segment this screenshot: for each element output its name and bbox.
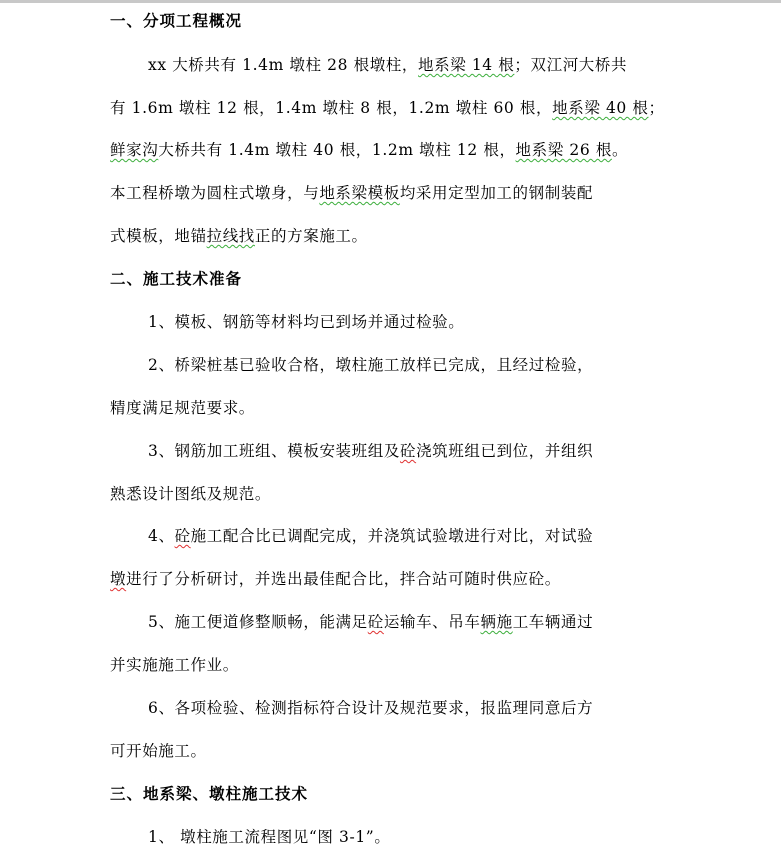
text-span: 鲜家沟 (110, 141, 159, 159)
list-item: 6、各项检验、检测指标符合设计及规范要求，报监理同意后方 (148, 699, 594, 717)
text-span: 进行了分析研讨，并选出最佳配合比，拌合站可随时供应砼。 (126, 570, 561, 588)
paragraph-line (110, 97, 665, 119)
list-item (148, 440, 593, 462)
paragraph-line (110, 182, 593, 204)
text-span: 浇筑班组已到位，并组织 (416, 442, 594, 460)
text-span: 地系梁 40 根 (552, 99, 649, 117)
list-item: 2、桥梁桩基已验收合格，墩柱施工放样已完成，且经过检验， (148, 356, 594, 374)
paragraph-line (110, 139, 628, 161)
list-item: 1、 墩柱施工流程图见“图 3-1”。 (148, 828, 391, 846)
paragraph-line (110, 225, 368, 247)
text-span: 地系梁 14 根 (418, 56, 515, 74)
list-item-continuation: 熟悉设计图纸及规范。 (110, 485, 272, 503)
section-heading-2: 二、施工技术准备 (110, 270, 243, 288)
text-span: 砼 (174, 527, 191, 545)
text-span: 正的方案施工。 (254, 227, 368, 245)
text-span: 工车辆通过 (512, 613, 594, 631)
text-span: 地系梁 26 根 (515, 141, 612, 159)
text-span: 拉线找 (206, 227, 255, 245)
text-span: 墩 (110, 570, 127, 588)
list-item-continuation (110, 568, 561, 590)
paragraph-line (148, 54, 627, 76)
list-item-continuation: 可开始施工。 (110, 742, 207, 760)
text-span: 3、钢筋加工班组、模板安装班组及 (148, 442, 400, 460)
list-item: 1、模板、钢筋等材料均已到场并通过检验。 (148, 313, 465, 331)
text-span: 式模板，地锚 (110, 227, 207, 245)
text-span: ； (648, 99, 665, 117)
list-item-continuation: 并实施施工作业。 (110, 656, 239, 674)
text-span: 。 (611, 141, 629, 159)
text-span: 运输车、吊车 (383, 613, 481, 631)
section-heading-3: 三、地系梁、墩柱施工技术 (110, 785, 309, 803)
list-item-continuation: 精度满足规范要求。 (110, 399, 255, 417)
text-span: 施工配合比已调配完成，并浇筑试验墩进行对比，对试验 (190, 527, 594, 545)
list-item (148, 525, 593, 547)
text-span: 大桥共有 1.4m 墩柱 40 根，1.2m 墩柱 12 根， (158, 141, 516, 159)
text-span: 4、 (148, 527, 175, 545)
text-span: 有 1.6m 墩柱 12 根，1.4m 墩柱 8 根，1.2m 墩柱 60 根， (110, 99, 553, 117)
text-span: 砼 (367, 613, 384, 631)
text-span: xx 大桥共有 1.4m 墩柱 28 根墩柱， (148, 56, 418, 74)
list-item (148, 611, 593, 633)
text-span: 本工程桥墩为圆柱式墩身，与 (110, 184, 320, 202)
text-span: 砼 (399, 442, 417, 460)
text-span: 均采用定型加工的钢制装配 (399, 184, 594, 202)
window-top-border (0, 0, 781, 3)
text-span: ；双江河大桥共 (514, 56, 628, 74)
text-span: 辆施 (480, 613, 513, 631)
section-heading-1: 一、分项工程概况 (110, 12, 243, 30)
text-span: 地系梁模板 (319, 184, 400, 202)
text-span: 5、施工便道修整顺畅，能满足 (148, 613, 368, 631)
